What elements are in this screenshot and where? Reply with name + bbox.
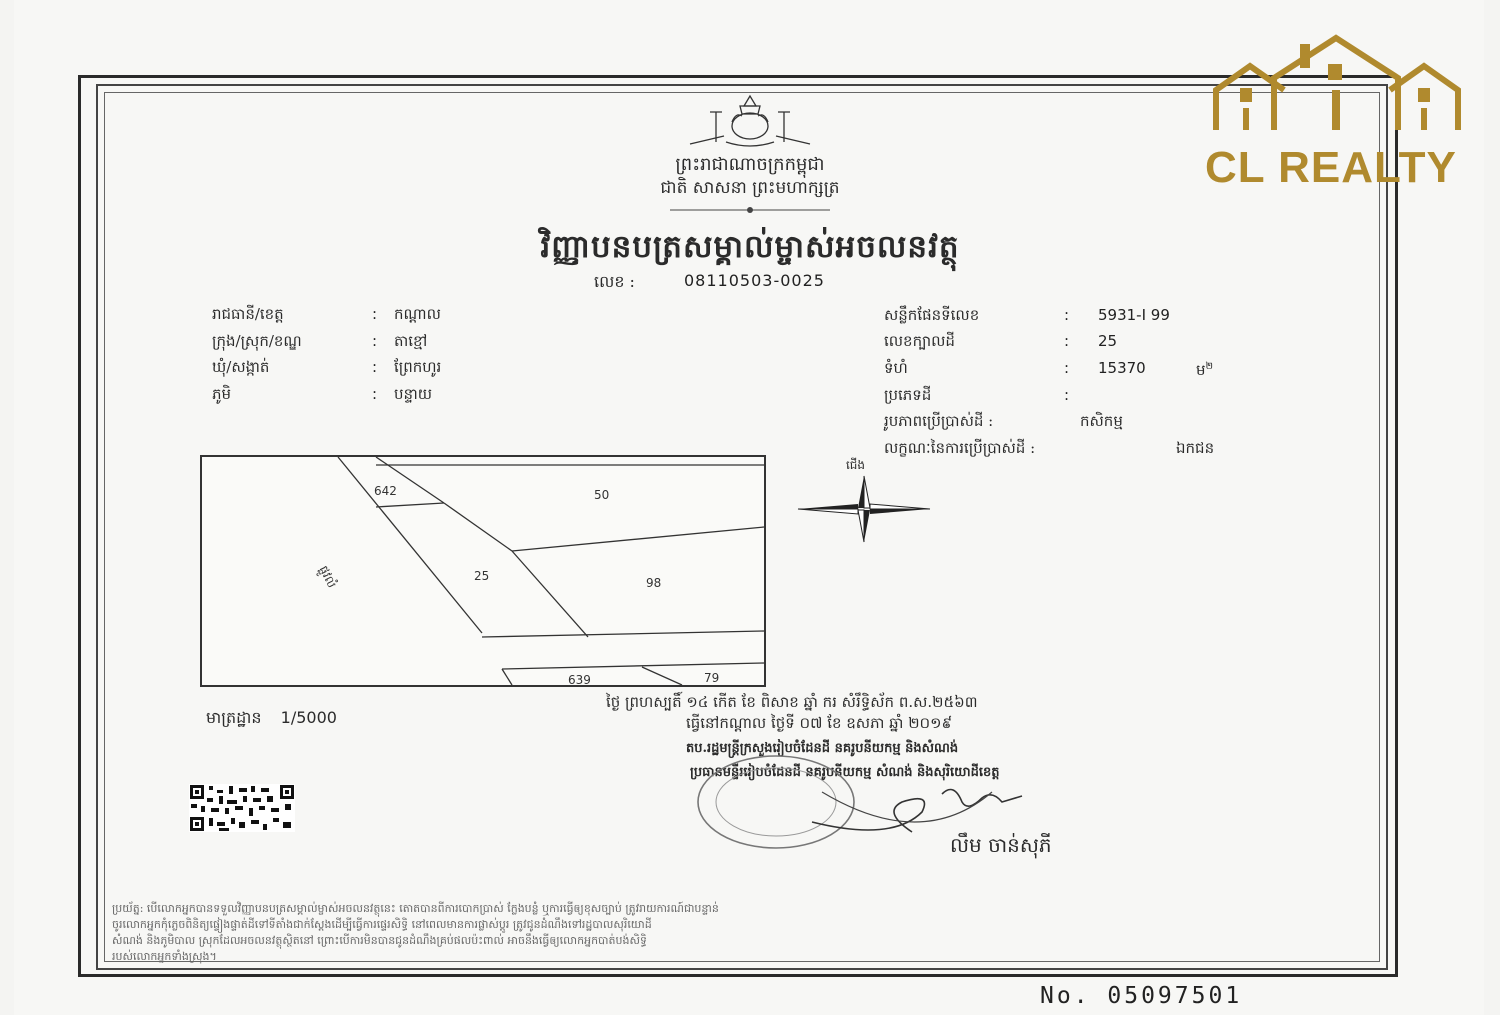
scale-label: មាត្រដ្ឋាន: [206, 708, 262, 727]
village-value: បន្ទាយ: [394, 385, 433, 403]
north-label: ជើង: [846, 458, 866, 472]
parcel-label: 642: [374, 484, 397, 498]
land-type-label: ប្រភេទដី: [884, 386, 932, 404]
royal-emblem-icon: [686, 92, 814, 150]
compass-rose-icon: [796, 474, 932, 544]
authority-line: តប.រដ្ឋមន្ត្រីក្រសួងរៀបចំដែនដី នគរូបនីយកម្ម និងសំណង់: [686, 741, 959, 756]
lunar-date: ថ្ងៃ ព្រហស្បតិ៍ ១៤ កើត ខែ ពិសាខ ឆ្នាំ ករ សំរឹទ្ធិស័ក ព.ស.២៥៦៣: [606, 693, 978, 711]
cl-realty-house-logo: [1208, 30, 1468, 140]
area-label: ទំហំ: [884, 359, 908, 377]
parcel-number-value: 25: [1098, 332, 1118, 350]
solar-date: ធ្វើនៅកណ្ដាល ថ្ងៃទី ០៧ ខែ ឧសភា ឆ្នាំ ២០១៩: [686, 714, 953, 732]
colon: :: [372, 305, 378, 323]
colon: :: [372, 332, 378, 350]
parcel-label: 79: [704, 671, 720, 685]
map-sheet-label: សន្លឹកផែនទីលេខ: [884, 306, 980, 324]
office-line: ប្រធានមន្ទីររៀបចំដែនដី នគរូបនីយកម្ម សំណង់ និងសុរិយោដីខេត្ត: [690, 765, 1000, 780]
certificate-serial-number: No. 05097501: [1040, 983, 1243, 1009]
colon: :: [1064, 386, 1070, 404]
land-use-kind-value: ឯកជន: [1176, 439, 1215, 457]
area-value: 15370: [1098, 359, 1146, 377]
map-sheet-value: 5931-I 99: [1098, 306, 1170, 324]
area-unit-sup: ២: [1205, 361, 1214, 372]
commune-label: ឃុំ/សង្កាត់: [212, 358, 270, 376]
note-line: សំណង់ និងភូមិបាល ស្រុកដែលអចលនវត្ថុស្ថិតនៅ ព្រោះបើការមិនបានជូនដំណឹងគ្រប់ផលប៉ះពាល់ អាចនឹងធ្វើឲ្យលោកអ្នកបាត់បង់សិទ្ធិ: [112, 934, 647, 947]
colon: :: [1064, 359, 1070, 377]
note-line: ចូរលោកអ្នកកុំភ្លេចពិនិត្យផ្ទៀងផ្ទាត់ដីទៅទីតាំងជាក់ស្ដែងដើម្បីធ្វើការផ្ទេរសិទ្ធិ នៅពេលមានការផ្លាស់ប្ដូរ ត្រូវជូនដំណឹងទៅរដ្ឋបាលសុរិយោដី: [112, 918, 652, 931]
parcel-label: 25: [474, 569, 490, 583]
colon: :: [372, 385, 378, 403]
logo-text: CL REALTY: [1205, 143, 1457, 192]
parcel-label: 639: [568, 673, 591, 687]
note-line: របស់លោកអ្នកទាំងស្រុង។: [112, 950, 217, 963]
national-motto: ជាតិ សាសនា ព្រះមហាក្សត្រ: [660, 178, 840, 198]
area-unit-base: ម: [1196, 361, 1206, 379]
colon: :: [1064, 332, 1070, 350]
footer-notes: [112, 901, 1372, 965]
certificate-number-label: លេខ :: [594, 272, 635, 291]
scale-value: 1/5000: [280, 708, 337, 727]
colon: :: [372, 358, 378, 376]
province-value: កណ្ដាល: [394, 305, 441, 323]
district-label: ក្រុង/ស្រុក/ខណ្ឌ: [212, 332, 302, 350]
note-line: ប្រយ័ត្ន: បើលោកអ្នកបានទទួលវិញ្ញាបនបត្រសម្គាល់ម្ចាស់អចលនវត្ថុនេះ តោតបានពីការបោកប្រាស់ ក្លែងបន្លំ ឬការធ្វើឲ្យខុសច្បាប់ ត្រូវរាយការណ៍ជាបន្ទាន់: [112, 902, 719, 915]
commune-value: ព្រែកហូរ: [394, 358, 442, 376]
certificate-number: 08110503-0025: [684, 271, 825, 290]
colon: :: [1064, 306, 1070, 324]
parcel-number-label: លេខក្បាលដី: [884, 332, 955, 350]
land-use-kind-label: លក្ខណៈនៃការប្រើប្រាស់ដី :: [884, 439, 1036, 457]
province-label: រាជធានី/ខេត្ត: [212, 305, 284, 323]
area-unit: [1196, 359, 1213, 383]
land-use-value: កសិកម្ម: [1080, 412, 1123, 430]
road-label: ផ្លូវលំ: [316, 563, 340, 591]
district-value: តាខ្មៅ: [394, 332, 428, 350]
cadastral-map: [200, 455, 766, 687]
qr-code-icon: [189, 784, 295, 832]
scale: [206, 707, 337, 731]
certificate-title: វិញ្ញាបនបត្រសម្គាល់ម្ចាស់អចលនវត្ថុ: [540, 229, 960, 265]
land-use-label: រូបភាពប្រើប្រាស់ដី :: [884, 412, 994, 430]
signer-name: លឹម ចាន់សុភី: [950, 833, 1052, 857]
kingdom-heading: ព្រះរាជាណាចក្រកម្ពុជា: [675, 154, 825, 175]
village-label: ភូមិ: [212, 385, 232, 403]
parcel-label: 98: [646, 576, 662, 590]
parcel-label: 50: [594, 488, 610, 502]
divider-ornament: [670, 204, 830, 216]
